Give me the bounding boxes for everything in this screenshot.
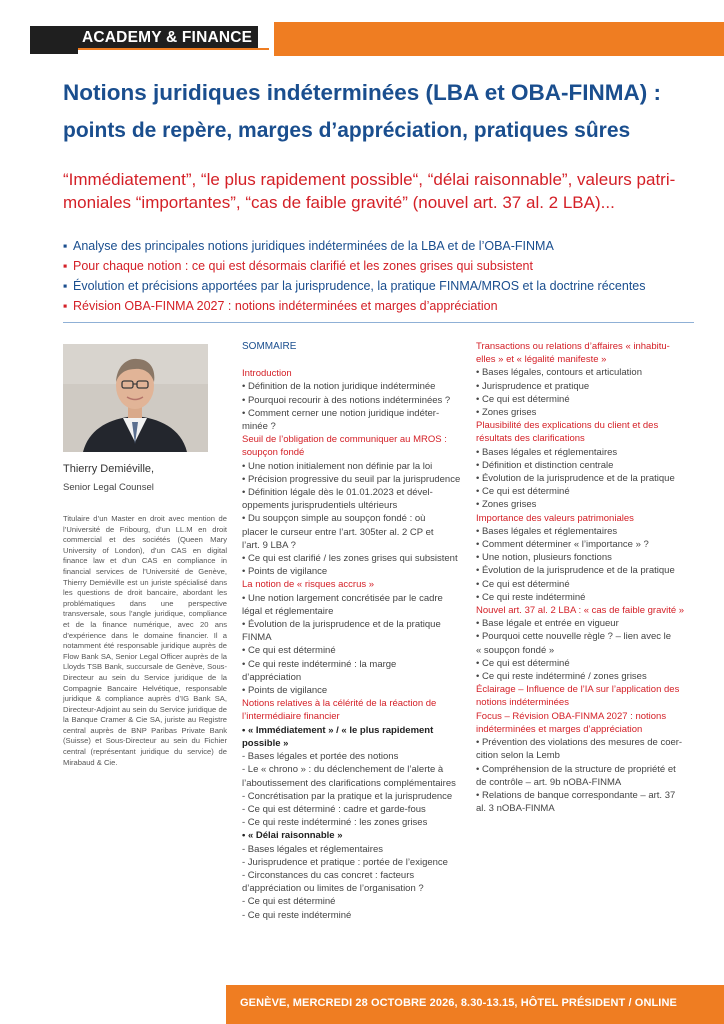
section-item: • Bases légales et réglementaires (476, 525, 618, 537)
section-title: Seuil de l’obligation de communiquer au MROS : soupçon fondé (242, 434, 447, 459)
section-item: • Comment déterminer « l’importance » ? (476, 539, 649, 551)
program-section (242, 367, 470, 433)
section-item: l’aboutissement des clarifications complémentaires (242, 777, 456, 789)
section-item: l’art. 9 LBA ? (242, 539, 296, 551)
section-item: - Le « chrono » : du déclenchement de l’alerte à (242, 764, 444, 776)
section-item: • Pourquoi recourir à des notions indéterminées ? (242, 394, 451, 406)
sommaire-heading: SOMMAIRE (242, 341, 297, 352)
section-item: • Une notion initialement non définie par la loi (242, 460, 433, 472)
brand-label: ACADEMY & FINANCE (78, 26, 258, 48)
intro-quote (63, 168, 703, 214)
brand-underline (78, 48, 269, 50)
section-item: • Une notion, plusieurs fonctions (476, 552, 612, 564)
section-item: • Bases légales et réglementaires (476, 446, 618, 458)
section-item: • Ce qui reste indéterminé : la marge (242, 658, 397, 670)
page-subtitle: points de repère, marges d’appréciation, pratiques sûres (63, 119, 631, 142)
section-item: • Ce qui est déterminé (476, 393, 570, 405)
program-section (242, 433, 470, 578)
section-item: minée ? (242, 421, 276, 433)
key-points-list (63, 236, 713, 316)
section-item: • Définition et distinction centrale (476, 459, 614, 471)
section-item: • Ce qui reste indéterminé / zones grises (476, 671, 647, 683)
section-item: • Base légale et entrée en vigueur (476, 618, 619, 630)
section-title: Éclairage – Influence de l’IA sur l’application des notions indéterminées (476, 684, 680, 709)
section-item: - Jurisprudence et pratique : portée de l’exigence (242, 856, 448, 868)
section-item: • Définition de la notion juridique indéterminée (242, 381, 436, 393)
section-item: • Comment cerner une notion juridique indéter- (242, 407, 440, 419)
section-item: • « Immédiatement » / « le plus rapidement (242, 724, 434, 736)
section-item: • Prévention des violations des mesures de coer- (476, 737, 683, 749)
section-item: possible » (242, 737, 289, 749)
speaker-bio: Titulaire d’un Master en droit avec mention de l’Université de Fribourg, d’un LL.M en droit commercial et des sociétés (Queen Mary University of London), d’un CAS en digital finance law et d’un CAS en compliance in financial services de l’Université de Genève, Thierry Demiéville est un juriste spécialisé dans les questions de droit bancaire, abordant les problématiques dans une perspective transversale, sous l’angle juridique, compliance et de la finance numérique, avec 20 ans d’expérience dans le domaine financier. Il a notamment été responsable juridique auprès de Flow Bank SA, Senior Legal Officer auprès de la Lloyds TSB Bank, succursale de Genève, Sous-Directeur au sein du Service juridique de la Compagnie Bancaire Helvétique, responsable juridique & compliance auprès d’IG Bank SA, Directeur-Adjoint au sein du Service juridique de la Banque Cramer & Cie SA, juriste au Registre central auprès de BNP Paribas Private Bank (Suisse) et Sous-Directeur au sein du Fichier central (représentant juridique du service) de Mirabaud & Cie. (63, 514, 227, 767)
section-item: • Compréhension de la structure de propriété et (476, 763, 676, 775)
section-item: légal et réglementaire (242, 605, 334, 617)
key-point-item: ▪ Évolution et précisions apportées par la jurisprudence, la pratique FINMA/MROS et la doctrine récentes (63, 276, 713, 296)
section-item: • Évolution de la jurisprudence et de la pratique (476, 565, 675, 577)
program-section (242, 697, 470, 921)
section-item: - Circonstances du cas concret : facteurs (242, 869, 415, 881)
header-dark-block (30, 26, 78, 54)
section-title: Plausibilité des explications du client et des résultats des clarifications (476, 420, 659, 445)
section-item: • Une notion largement concrétisée par le cadre (242, 592, 443, 604)
program-section (476, 710, 704, 816)
section-item: • Ce qui est déterminé (476, 486, 570, 498)
program-column-middle (242, 340, 470, 922)
program-section (476, 683, 704, 709)
section-item: • Zones grises (476, 407, 537, 419)
section-item: - Ce qui est déterminé (242, 896, 336, 908)
section-title: Transactions ou relations d’affaires « inhabitu- elles » et « légalité manifeste » (476, 341, 670, 366)
section-title: La notion de « risques accrus » (242, 579, 375, 591)
section-title: Notions relatives à la célérité de la réaction de l’intermédiaire financier (242, 698, 437, 723)
section-title: Introduction (242, 368, 292, 380)
key-point-item: ▪ Analyse des principales notions juridiques indéterminées de la LBA et de l’OBA-FINMA (63, 236, 713, 256)
section-title: Importance des valeurs patrimoniales (476, 512, 634, 524)
speaker-photo (63, 344, 208, 452)
section-item: • Ce qui est déterminé (476, 657, 570, 669)
section-item: • Zones grises (476, 499, 537, 511)
program-section (476, 604, 704, 683)
section-item: d’appréciation ou limites de l’organisation ? (242, 883, 424, 895)
key-point-item: ▪ Révision OBA-FINMA 2027 : notions indéterminées et marges d’appréciation (63, 296, 713, 316)
section-item: • Définition légale dès le 01.01.2023 et dével- (242, 487, 433, 499)
program-column-right (476, 340, 704, 815)
section-item: - Ce qui reste indéterminé : les zones grises (242, 817, 428, 829)
section-item: • Ce qui reste indéterminé (476, 591, 586, 603)
speaker-name: Thierry Demiéville, (63, 463, 155, 475)
quote-line: “Immédiatement”, “le plus rapidement possible“, “délai raisonnable”, valeurs patri- (63, 170, 676, 189)
section-item: • Bases légales, contours et articulation (476, 367, 642, 379)
section-item: • Relations de banque correspondante – art. 37 (476, 789, 676, 801)
section-item: • Jurisprudence et pratique (476, 380, 590, 392)
section-item: • « Délai raisonnable » (242, 830, 343, 842)
page-title: Notions juridiques indéterminées (LBA et OBA-FINMA) : (63, 80, 661, 105)
program-section (242, 578, 470, 697)
divider (63, 322, 694, 323)
quote-line: moniales “importantes”, “cas de faible gravité” (nouvel art. 37 al. 2 LBA)... (63, 193, 615, 212)
section-item: al. 3 nOBA-FINMA (476, 803, 555, 815)
section-item: • Précision progressive du seuil par la jurisprudence (242, 473, 461, 485)
section-item: d’appréciation (242, 671, 302, 683)
section-title: Nouvel art. 37 al. 2 LBA : « cas de faible gravité » (476, 605, 685, 617)
section-item: oppements jurisprudentiels ultérieurs (242, 500, 398, 512)
section-item: • Pourquoi cette nouvelle règle ? – lien avec le (476, 631, 672, 643)
section-item: cition selon la Lemb (476, 750, 560, 762)
program-section (476, 419, 704, 511)
section-item: FINMA (242, 632, 272, 644)
section-item: « soupçon fondé » (476, 644, 555, 656)
section-title: Focus – Révision OBA-FINMA 2027 : notions indéterminées et marges d’appréciation (476, 710, 667, 735)
section-item: placer le curseur entre l’art. 305ter al. 2 CP et (242, 526, 434, 538)
section-item: • Ce qui est clarifié / les zones grises qui subsistent (242, 553, 458, 565)
section-item: • Ce qui est déterminé (476, 578, 570, 590)
section-item: de contrôle – art. 9b nOBA-FINMA (476, 776, 622, 788)
section-item: • Évolution de la jurisprudence et de la pratique (242, 619, 441, 631)
section-item: • Évolution de la jurisprudence et de la pratique (476, 473, 675, 485)
section-item: - Ce qui reste indéterminé (242, 909, 352, 921)
event-details: GENÈVE, MERCREDI 28 OCTOBRE 2026, 8.30-13.15, HÔTEL PRÉSIDENT / ONLINE (240, 997, 677, 1009)
section-item: - Ce qui est déterminé : cadre et garde-fous (242, 803, 426, 815)
program-section (476, 512, 704, 604)
program-section (476, 340, 704, 419)
section-item: - Bases légales et réglementaires (242, 843, 383, 855)
section-item: • Du soupçon simple au soupçon fondé : où (242, 513, 426, 525)
section-item: • Ce qui est déterminé (242, 645, 336, 657)
section-item: • Points de vigilance (242, 685, 328, 697)
section-item: - Concrétisation par la pratique et la jurisprudence (242, 790, 453, 802)
section-item: • Points de vigilance (242, 566, 328, 578)
speaker-role: Senior Legal Counsel (63, 482, 154, 493)
key-point-item: ▪ Pour chaque notion : ce qui est désormais clarifié et les zones grises qui subsistent (63, 256, 713, 276)
section-item: - Bases légales et portée des notions (242, 751, 399, 763)
